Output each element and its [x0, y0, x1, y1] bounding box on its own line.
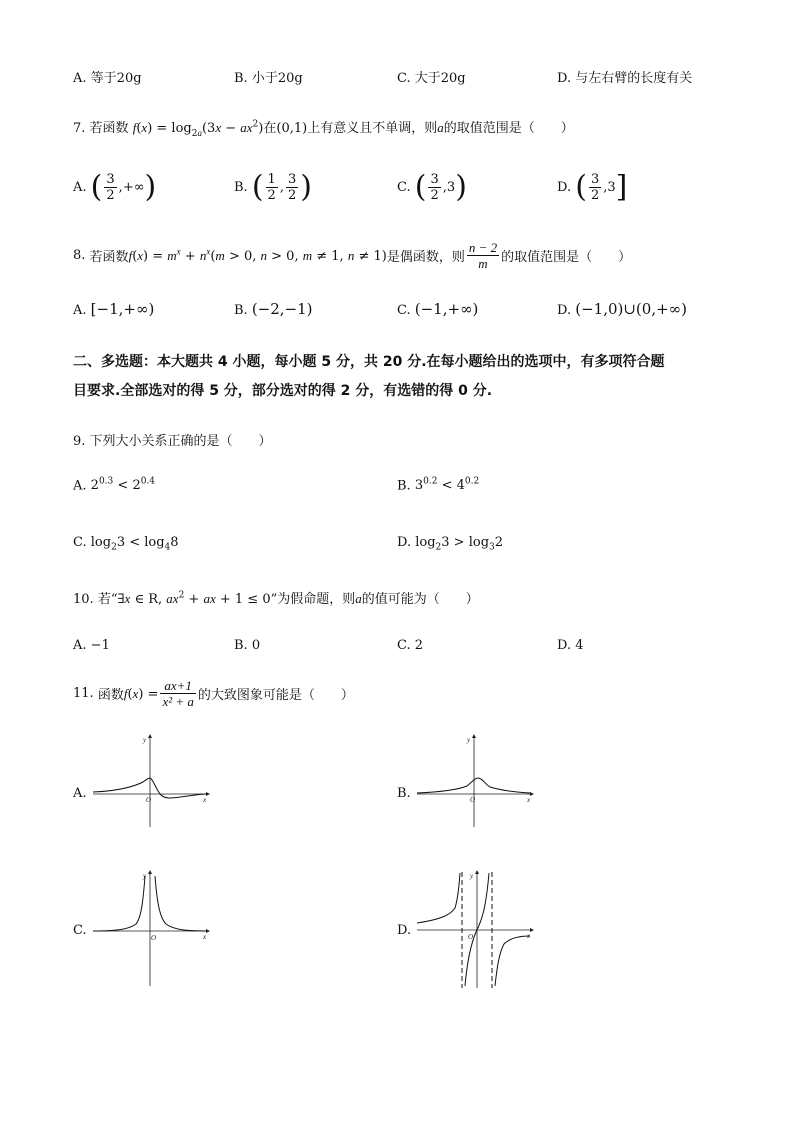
option-label: C. [397, 71, 411, 86]
q11-formula-lhs: f(x) = [123, 685, 159, 702]
option-label: A. [73, 478, 87, 494]
fraction-numerator: 1 [267, 172, 276, 187]
option-label: B. [234, 638, 248, 653]
stem-text: 的取值范围是（ ） [443, 121, 574, 136]
q8-option-b [234, 300, 313, 318]
stem-text: 若函数 [89, 121, 129, 136]
q7-option-b: B. ( $\frac{1}{2}$ , $\frac{3}{2}$ ) [234, 169, 312, 205]
fraction-denominator: m [478, 256, 488, 271]
x-axis-arrow [530, 792, 534, 796]
q9-option-a [73, 477, 155, 493]
section-heading-line1: 二、多选题：本大题共 4 小题，每小题 5 分，共 20 分.在每小题给出的选项中，有多项符合题 [73, 354, 665, 370]
question-number: 11. [73, 686, 94, 701]
q11-option-c-label: C. [73, 923, 87, 938]
q9-option-d [397, 535, 503, 553]
q7-formula: f [132, 120, 137, 135]
option-label: C. [397, 180, 411, 195]
option-label: A. [73, 71, 87, 86]
q11-stem [73, 678, 354, 709]
option-formula: $2^{0.3} < 2^{0.4}$ [90, 477, 156, 494]
q11-graph-d [412, 868, 542, 993]
origin-label: O [146, 796, 152, 804]
q7-stem [73, 117, 574, 139]
y-axis-arrow [148, 734, 152, 738]
x-axis-label: x [203, 796, 207, 804]
option-label: C. [397, 303, 411, 318]
curve-left [93, 876, 145, 931]
y-axis-label: y [143, 736, 147, 744]
q7-interval: (0,1) [276, 121, 308, 136]
stem-text: 的大致图象可能是（ ） [197, 688, 354, 703]
option-label: B. [234, 180, 248, 195]
option-label: A. [73, 638, 87, 653]
q8-stem [73, 240, 631, 271]
q10-formula: ∃x ∈ R, $ax^2$ + ax + 1 ≤ 0 [117, 590, 271, 607]
fraction-numerator: 3 [590, 172, 600, 187]
q8-formula: $f(x) = m^x + n^x(m > 0$, n > 0, m ≠ 1, n ≠ 1) [128, 246, 387, 265]
curve-right [155, 876, 206, 931]
stem-text: 上有意义且不单调，则 [307, 121, 438, 136]
option-value: 0 [251, 638, 261, 653]
x-axis-label: x [527, 796, 531, 804]
option-label: D. [557, 638, 572, 653]
question-number: 10. [73, 592, 94, 607]
q10-stem [73, 588, 479, 607]
option-formula: $3^{0.2} < 4^{0.2}$ [414, 477, 480, 494]
x-axis-label: x [203, 933, 207, 941]
q8-option-a [73, 300, 154, 318]
q6-option-b [234, 67, 303, 86]
q8-option-d [557, 300, 687, 318]
fraction-denominator: x² + a [162, 694, 194, 709]
fraction-denominator: 2 [267, 188, 276, 203]
q11-option-a-label: A. [73, 786, 87, 801]
y-axis-arrow [148, 870, 152, 874]
fraction-denominator: 2 [590, 188, 600, 203]
curve-right-branch [495, 936, 530, 986]
option-text: 小于20g [251, 71, 303, 86]
x-axis-label: x [527, 932, 531, 940]
stem-text: 的取值范围是（ ） [501, 250, 632, 265]
option-value: −1 [90, 638, 110, 653]
stem-text: 在 [263, 121, 277, 136]
q10-option-a [73, 638, 110, 653]
fraction-denominator: 2 [106, 188, 115, 203]
section-heading-line2: 目要求.全部选对的得 5 分，部分选对的得 2 分，有选错的得 0 分. [73, 383, 493, 399]
option-value: +∞ [122, 180, 145, 195]
q9-option-b [397, 477, 479, 493]
option-label: D. [397, 535, 412, 550]
option-text: 与左右臂的长度有关 [575, 71, 693, 86]
option-label: B. [234, 71, 248, 86]
option-formula: $\log_23 < \log_48$ [90, 535, 179, 553]
x-axis-arrow [206, 792, 210, 796]
option-label: A. [73, 180, 87, 195]
section-heading [73, 348, 665, 406]
y-axis-label: y [467, 736, 471, 744]
stem-text: ”为假命题，则 [270, 592, 356, 607]
variable: a [437, 120, 444, 135]
option-value: [−1,+∞) [90, 300, 155, 318]
option-value: (−1,+∞) [414, 300, 479, 318]
origin-label: O [151, 934, 157, 942]
q7-formula-rest: $(x) = \log_{2a}(3x - ax^2)$ [136, 119, 264, 139]
fraction-numerator: ax+1 [160, 678, 195, 694]
q9-option-c [73, 535, 179, 553]
q10-option-c [397, 638, 423, 653]
stem-text: 函数 [97, 688, 124, 703]
option-label: C. [397, 638, 411, 653]
y-axis-label: y [143, 872, 147, 880]
curve-left-branch [417, 873, 460, 923]
q11-graph-b [412, 732, 542, 832]
y-axis-label: y [470, 872, 474, 880]
q6-option-a [73, 67, 142, 86]
option-text: 大于20g [414, 71, 466, 86]
fraction-numerator: 3 [287, 172, 297, 187]
fraction-denominator: 2 [430, 188, 439, 203]
stem-text: 若函数 [89, 250, 129, 265]
curve [93, 778, 206, 798]
option-value: (−2,−1) [251, 300, 313, 318]
origin-label: O [468, 933, 474, 941]
q8-option-c [397, 300, 478, 318]
q11-option-b-label: B. [397, 786, 411, 801]
option-value: 4 [575, 638, 584, 653]
origin-label: O [470, 796, 476, 804]
y-axis-arrow [475, 870, 479, 874]
option-value: 2 [414, 638, 424, 653]
q6-option-d [557, 67, 692, 86]
fraction-numerator: 3 [106, 172, 115, 187]
q9-stem: 9. 下列大小关系正确的是（ ） [73, 434, 272, 449]
option-label: D. [557, 180, 572, 195]
option-label: B. [234, 303, 248, 318]
x-axis-arrow [206, 929, 210, 933]
option-value: 3 [446, 180, 456, 195]
option-label: B. [397, 478, 411, 494]
q7-option-a: A. ( $\frac{3}{2}$ ,+∞) [73, 169, 157, 205]
curve [417, 778, 530, 793]
option-formula: $\log_23 > \log_32$ [415, 535, 504, 553]
fraction-numerator: 3 [430, 172, 439, 187]
option-label: D. [557, 303, 572, 318]
question-number: 7. [73, 121, 86, 136]
question-number: 8. [73, 248, 86, 263]
y-axis-arrow [472, 734, 476, 738]
q7-option-d: D. ( $\frac{3}{2}$ ,3] [557, 169, 628, 205]
stem-text: 若“ [97, 592, 118, 607]
x-axis-arrow [530, 928, 534, 932]
option-label: A. [73, 303, 87, 318]
q7-option-c: C. ( $\frac{3}{2}$ ,3) [397, 169, 467, 205]
q11-graph-a [88, 732, 218, 832]
fraction-denominator: 2 [287, 188, 297, 203]
q11-option-d-label: D. [397, 923, 412, 938]
fraction-numerator: n − 2 [468, 240, 498, 255]
option-text: 等于20g [90, 71, 142, 86]
q10-option-d [557, 638, 584, 653]
stem-text: 是偶函数，则 [386, 250, 465, 265]
option-label: D. [557, 71, 572, 86]
option-value: 3 [607, 180, 616, 195]
q6-option-c [397, 67, 466, 86]
variable: a [355, 591, 362, 606]
option-label: C. [73, 535, 87, 550]
q11-graph-c [88, 868, 218, 988]
option-value: (−1,0)∪(0,+∞) [575, 300, 688, 318]
stem-text: 的值可能为（ ） [361, 592, 479, 607]
q10-option-b [234, 638, 260, 653]
